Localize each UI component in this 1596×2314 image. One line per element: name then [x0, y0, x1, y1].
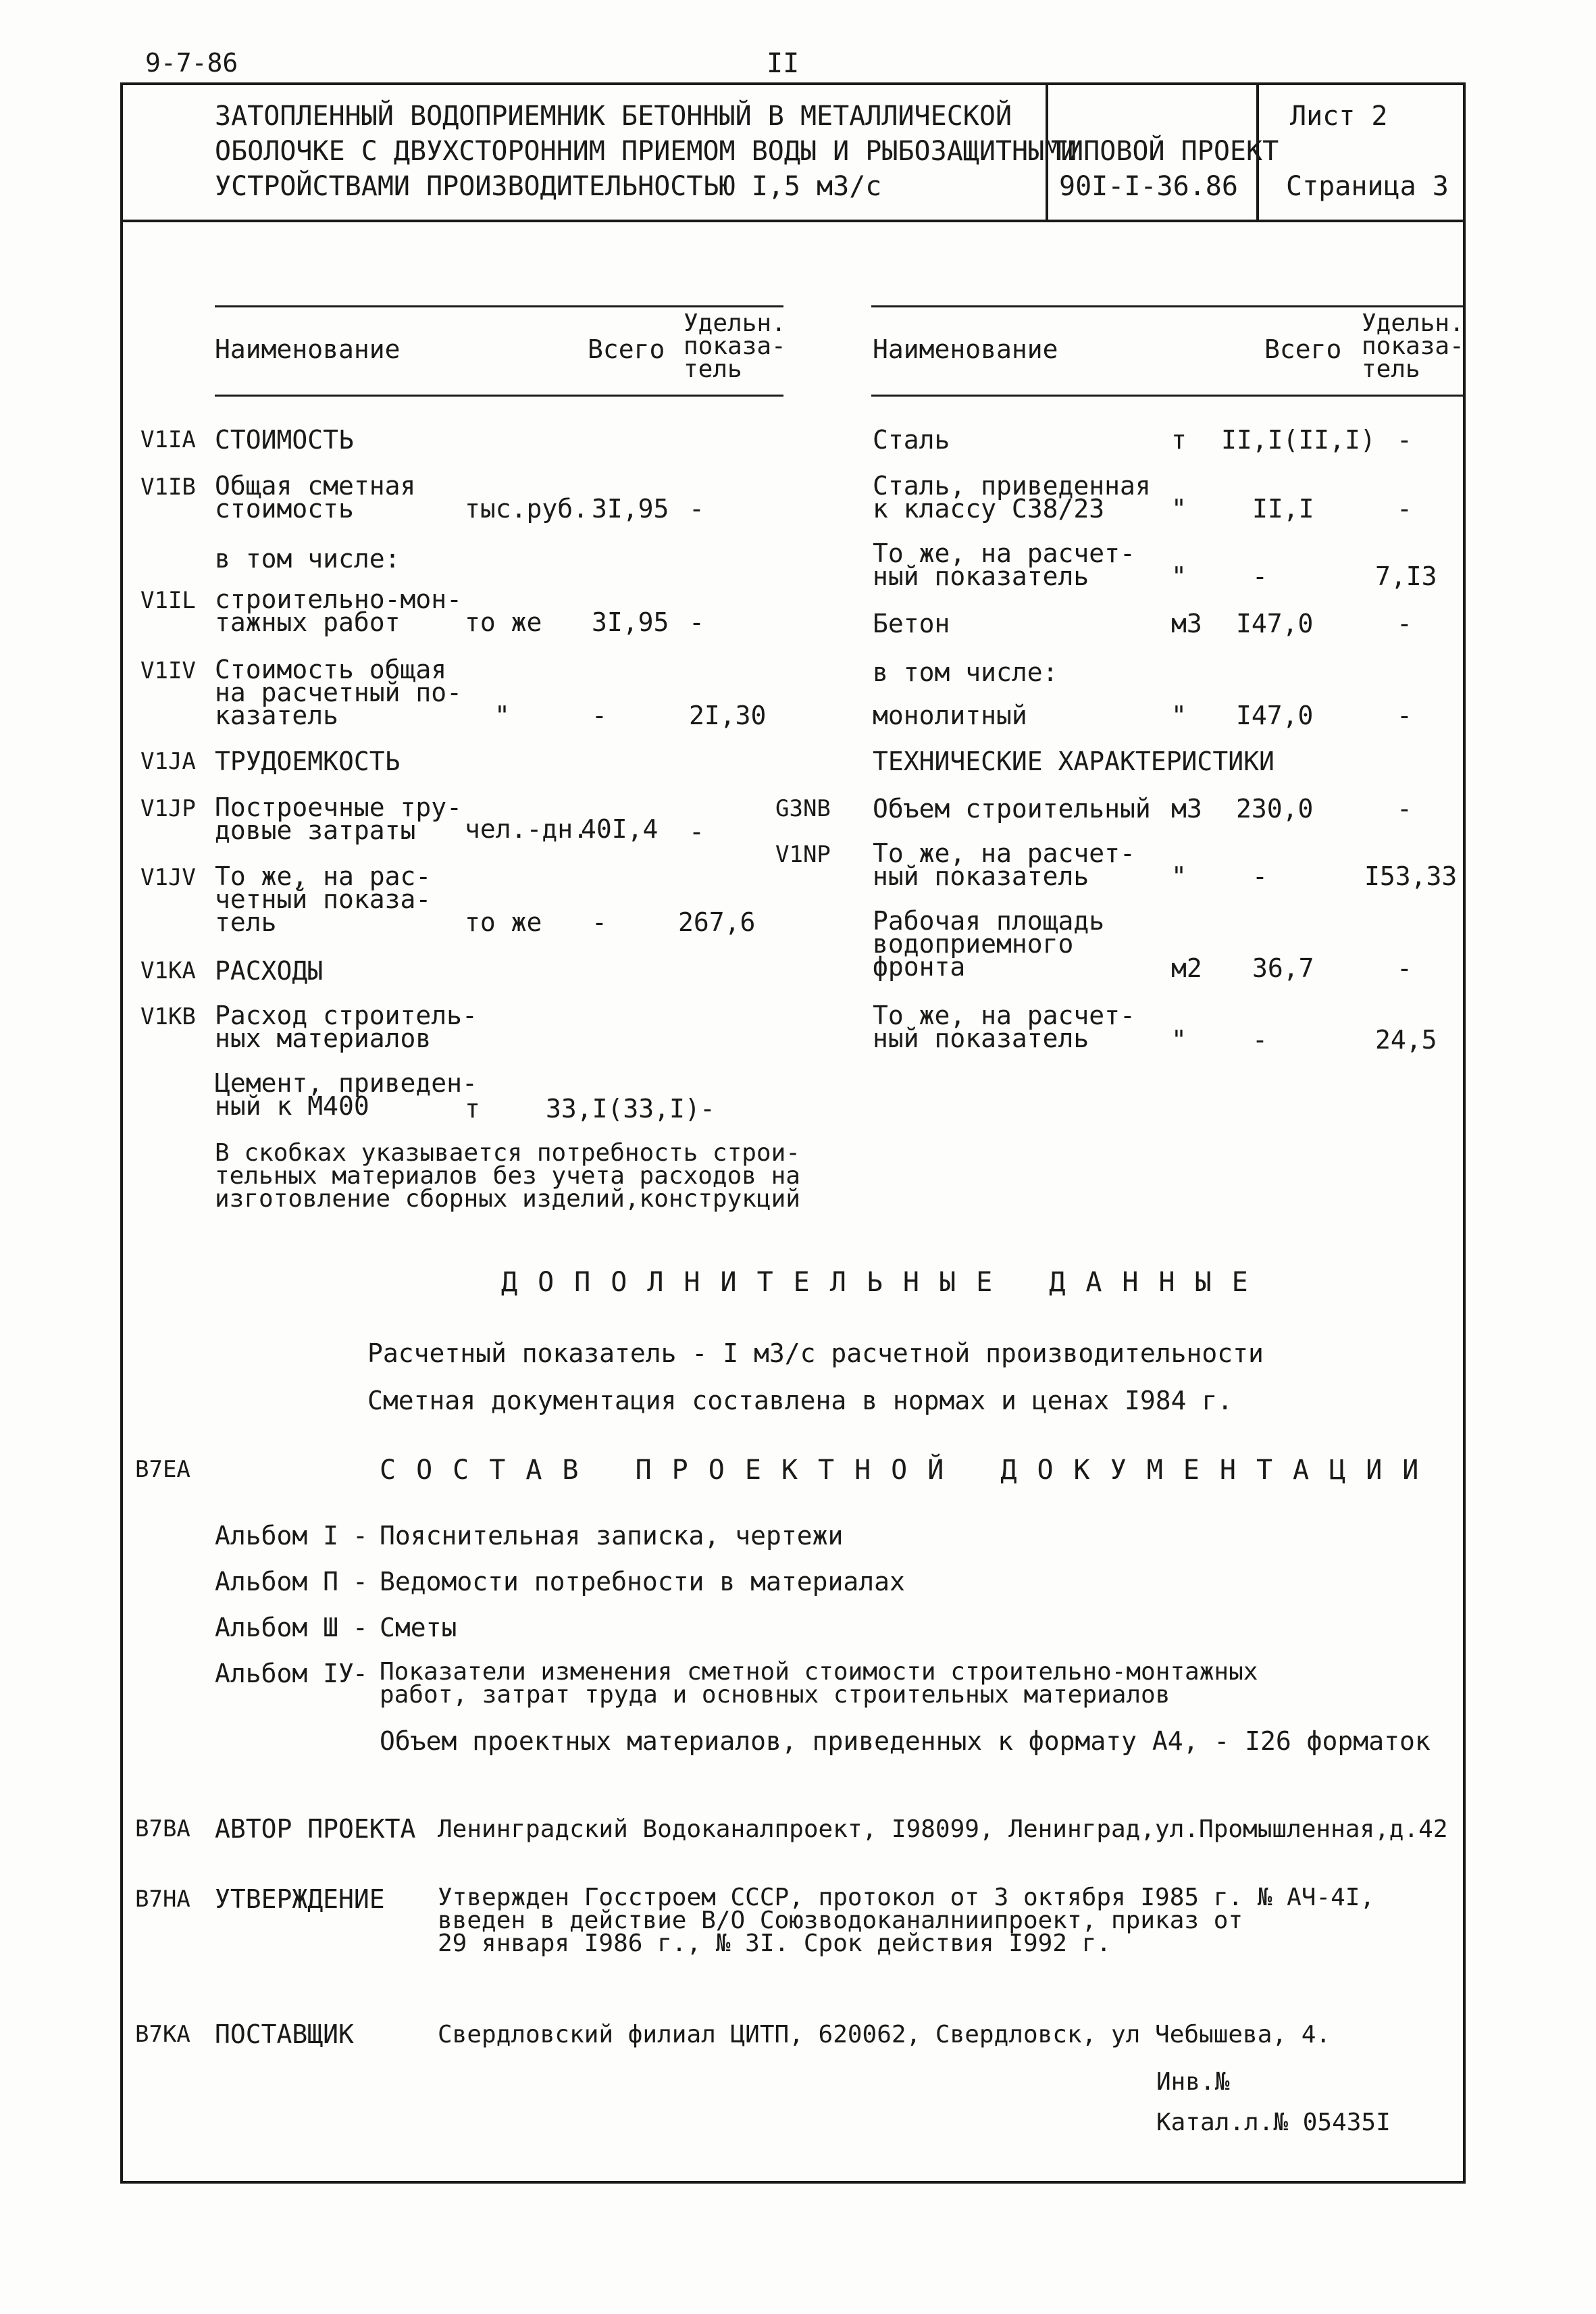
row-code: V1JP	[140, 795, 196, 822]
row-specific: 2I,30	[689, 701, 767, 730]
row-name: Стоимость общая на расчетный по- казатель	[215, 655, 463, 730]
left-header-specific: Удельн. показа- тель	[684, 309, 786, 383]
row-name: Сталь, приведенная к классу С38/23	[873, 471, 1151, 524]
row-code: G3NB	[775, 795, 831, 822]
row-total: -	[1252, 1025, 1268, 1055]
row-total: -	[1252, 861, 1268, 891]
row-name: То же, на расчет- ный показатель	[873, 538, 1135, 591]
row-name: То же, на расчет- ный показатель	[873, 838, 1135, 891]
right-header-specific: Удельн. показа- тель	[1362, 309, 1464, 383]
album-dash: -	[353, 1613, 368, 1642]
row-specific: -	[700, 1094, 715, 1124]
album-text: Сметы	[380, 1613, 457, 1642]
row-code: V1JV	[140, 864, 196, 891]
row-name: Объем строительный	[873, 794, 1151, 824]
row-total: 40I,4	[581, 814, 659, 844]
album-text: Ведомости потребности в материалах	[380, 1567, 905, 1596]
row-total: II,I(II,I)	[1221, 425, 1376, 455]
row-total: -	[592, 907, 607, 937]
author-code: B7BA	[135, 1815, 190, 1842]
row-unit: тыс.руб.	[465, 494, 589, 524]
row-specific: I53,33	[1364, 861, 1458, 891]
row-specific: -	[1397, 425, 1412, 455]
row-unit: м3	[1171, 609, 1202, 638]
sheet-label: Лист 2	[1290, 101, 1388, 132]
row-total: 33,I(33,I)	[546, 1094, 700, 1124]
album-label: Альбом Ш	[215, 1613, 339, 1642]
row-name: СТОИМОСТЬ	[215, 425, 354, 455]
composition-code: B7EA	[135, 1456, 190, 1483]
row-unit: чел.-дн.	[465, 814, 589, 844]
row-specific: -	[1397, 701, 1412, 730]
row-code: V1KB	[140, 1003, 196, 1030]
right-header-name: Наименование	[873, 334, 1058, 364]
album-dash: -	[353, 1567, 368, 1596]
album-label: Альбом IУ	[215, 1659, 354, 1688]
row-name: Построечные тру- довые затраты	[215, 793, 463, 845]
left-header-name: Наименование	[215, 334, 401, 364]
additional-heading: ДОПОЛНИТЕЛЬНЫЕ ДАННЫЕ	[501, 1267, 1268, 1298]
row-name: Расход строитель- ных материалов	[215, 1001, 478, 1053]
title-line-1: ЗАТОПЛЕННЫЙ ВОДОПРИЕМНИК БЕТОННЫЙ В МЕТАЛЛИЧЕСКОЙ	[215, 101, 1012, 132]
row-unit: "	[494, 701, 510, 730]
volume-note: Объем проектных материалов, приведенных к формату А4, - I26 форматок	[380, 1726, 1431, 1756]
row-unit: м2	[1171, 953, 1202, 983]
row-name: Бетон	[873, 609, 950, 638]
inventory-number: Инв.№	[1156, 2068, 1230, 2096]
row-unit: "	[1171, 861, 1187, 891]
row-code: V1NP	[775, 841, 831, 868]
additional-line-1: Расчетный показатель - I м3/с расчетной производительности	[367, 1338, 1264, 1368]
row-total: 230,0	[1236, 794, 1314, 824]
row-name: в том числе:	[873, 657, 1058, 687]
row-specific: -	[1397, 794, 1412, 824]
row-specific: -	[1397, 953, 1412, 983]
album-text: Показатели изменения сметной стоимости строительно-монтажных работ, затрат труда и основных строительных материалов	[380, 1658, 1258, 1709]
row-name: РАСХОДЫ	[215, 956, 324, 986]
row-name: в том числе:	[215, 544, 401, 574]
approval-label: УТВЕРЖДЕНИЕ	[215, 1884, 385, 1914]
title-line-2: ОБОЛОЧКЕ С ДВУХСТОРОННИМ ПРИЕМОМ ВОДЫ И РЫБОЗАЩИТНЫМИ	[215, 136, 1077, 167]
right-header-total: Всего	[1264, 334, 1342, 364]
row-specific: -	[1397, 494, 1412, 524]
left-table-header-rule	[215, 395, 783, 397]
corner-code: 9-7-86	[145, 48, 238, 78]
row-unit: то же	[465, 907, 542, 937]
page-label: Страница 3	[1286, 171, 1449, 202]
project-number: 90I-I-36.86	[1059, 171, 1238, 202]
row-total: I47,0	[1236, 701, 1314, 730]
row-total: 3I,95	[592, 607, 669, 637]
supplier-label: ПОСТАВЩИК	[215, 2019, 354, 2049]
row-name: То же, на рас- четный показа- тель	[215, 861, 432, 937]
row-code: V1IV	[140, 657, 196, 684]
album-dash: -	[353, 1659, 368, 1688]
page-frame-left	[120, 82, 123, 2184]
row-total: II,I	[1252, 494, 1314, 524]
row-code: V1JA	[140, 748, 196, 775]
row-total: 3I,95	[592, 494, 669, 524]
album-dash: -	[353, 1521, 368, 1551]
album-label: Альбом П	[215, 1567, 339, 1596]
row-code: V1IA	[140, 426, 196, 453]
composition-heading: СОСТАВ ПРОЕКТНОЙ ДОКУМЕНТАЦИИ	[380, 1455, 1439, 1486]
additional-line-2: Сметная документация составлена в нормах и ценах I984 г.	[367, 1386, 1233, 1415]
page-number: II	[767, 48, 800, 79]
supplier-code: B7KA	[135, 2021, 190, 2048]
page-frame-right	[1463, 82, 1466, 2184]
row-name: строительно-мон- тажных работ	[215, 584, 463, 637]
row-name: То же, на расчет- ный показатель	[873, 1001, 1135, 1053]
row-specific: -	[689, 607, 704, 637]
right-table-header-rule	[871, 395, 1463, 397]
row-specific: 24,5	[1375, 1025, 1437, 1055]
supplier-text: Свердловский филиал ЦИТП, 620062, Свердловск, ул Чебышева, 4.	[438, 2021, 1331, 2048]
left-table-top-rule	[215, 305, 783, 307]
row-unit: т	[465, 1094, 480, 1124]
row-code: V1IB	[140, 474, 196, 501]
row-total: I47,0	[1236, 609, 1314, 638]
row-specific: -	[1397, 609, 1412, 638]
row-name: Цемент, приведен- ный к М400	[215, 1068, 478, 1121]
album-label: Альбом I	[215, 1521, 339, 1551]
approval-code: B7HA	[135, 1886, 190, 1913]
right-table-top-rule	[871, 305, 1463, 307]
row-name: ТРУДОЕМКОСТЬ	[215, 747, 401, 776]
row-name: ТЕХНИЧЕСКИЕ ХАРАКТЕРИСТИКИ	[873, 747, 1275, 776]
title-line-3: УСТРОЙСТВАМИ ПРОИЗВОДИТЕЛЬНОСТЬЮ I,5 м3/с	[215, 171, 882, 202]
row-unit: "	[1171, 1025, 1187, 1055]
catalog-number: Катал.л.№ 05435I	[1156, 2109, 1391, 2136]
row-unit: то же	[465, 607, 542, 637]
row-unit: т	[1171, 425, 1187, 455]
row-specific: 267,6	[678, 907, 756, 937]
row-total: -	[1252, 561, 1268, 591]
left-header-total: Всего	[588, 334, 665, 364]
row-unit: м3	[1171, 794, 1202, 824]
row-total: 36,7	[1252, 953, 1314, 983]
footnote: В скобках указывается потребность строи- тельных материалов без учета расходов на изготовление сборных изделий,конструкций	[215, 1139, 800, 1213]
row-name: Сталь	[873, 425, 950, 455]
row-code: V1KA	[140, 957, 196, 984]
row-name: Общая сметная стоимость	[215, 471, 416, 524]
row-total: -	[592, 701, 607, 730]
row-name: монолитный	[873, 701, 1027, 730]
album-text: Пояснительная записка, чертежи	[380, 1521, 844, 1551]
row-unit: "	[1171, 701, 1187, 730]
page-frame-bottom	[120, 2181, 1466, 2184]
title-block-bottom	[120, 220, 1466, 222]
row-specific: -	[689, 817, 704, 847]
row-specific: 7,I3	[1375, 561, 1437, 591]
author-label: АВТОР ПРОЕКТА	[215, 1814, 416, 1844]
author-text: Ленинградский Водоканалпроект, I98099, Ленинград,ул.Промышленная,д.42	[438, 1815, 1448, 1843]
row-unit: "	[1171, 561, 1187, 591]
row-unit: "	[1171, 494, 1187, 524]
project-label: ТИПОВОЙ ПРОЕКТ	[1051, 136, 1279, 167]
title-block-top	[120, 82, 1466, 85]
row-name: Рабочая площадь водоприемного фронта	[873, 906, 1105, 982]
row-code: V1IL	[140, 587, 196, 614]
row-specific: -	[689, 494, 704, 524]
approval-text: Утвержден Госстроем СССР, протокол от 3 октября I985 г. № АЧ-4I, введен в действие В/О Союзводоканалниипроект, приказ от 29 января I986 г., № 3I. Срок действия I992 г.	[438, 1884, 1375, 1957]
